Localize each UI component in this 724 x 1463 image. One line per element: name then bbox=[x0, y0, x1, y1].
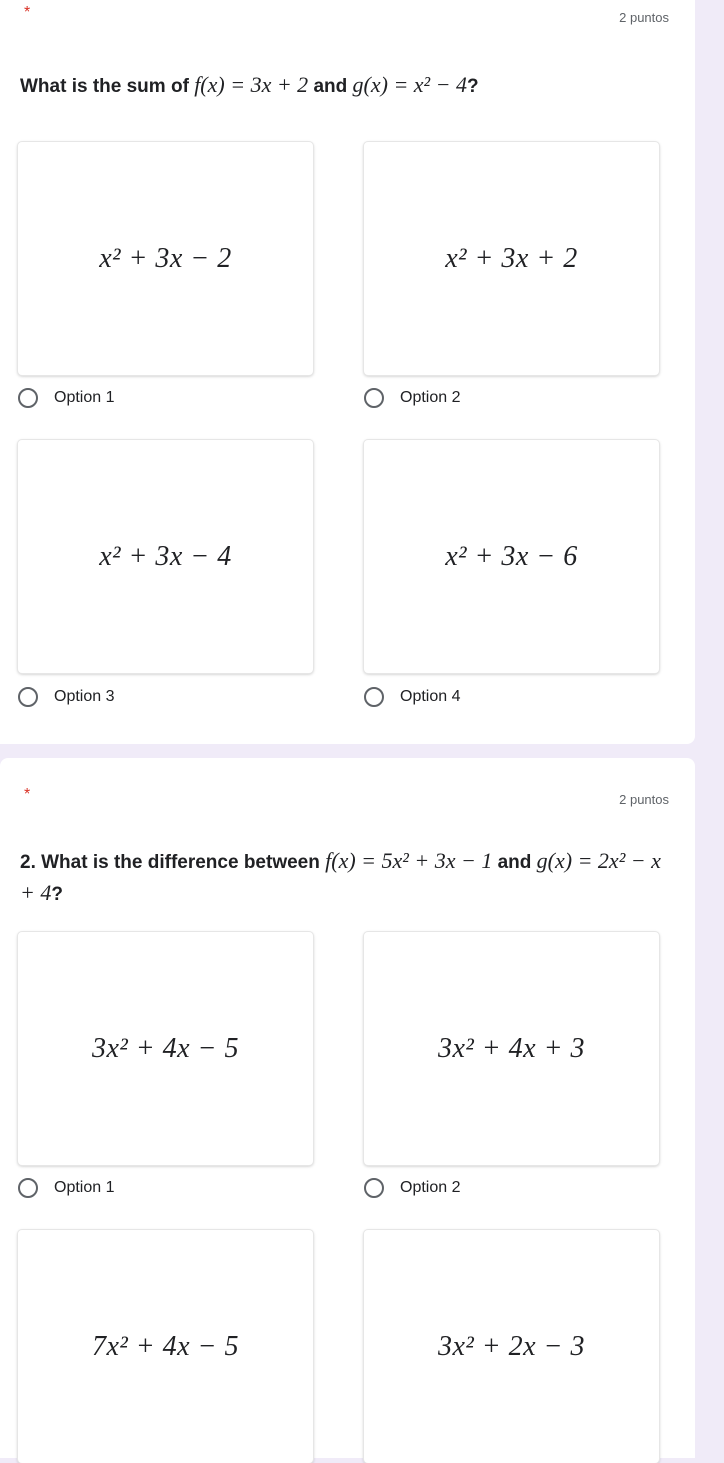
option-expression: 3x² + 4x + 3 bbox=[437, 1032, 586, 1064]
option-image-4[interactable] bbox=[364, 1230, 659, 1463]
radio-button[interactable] bbox=[18, 388, 38, 408]
points-label: 2 puntos bbox=[619, 10, 669, 25]
question-text-mid: and bbox=[308, 76, 353, 97]
option-label: Option 3 bbox=[54, 688, 115, 705]
option-label: Option 2 bbox=[400, 389, 461, 406]
radio-button[interactable] bbox=[18, 1178, 38, 1198]
question-math-g: g(x) = x² − 4 bbox=[352, 72, 467, 97]
option-expression: x² + 3x + 2 bbox=[445, 242, 578, 274]
option-2-radio-row[interactable] bbox=[364, 388, 460, 408]
radio-button[interactable] bbox=[364, 388, 384, 408]
question-title bbox=[20, 70, 670, 102]
option-expression: 3x² + 2x − 3 bbox=[437, 1330, 586, 1362]
question-text-prefix: 2. What is the difference between bbox=[20, 852, 326, 873]
option-image-1[interactable] bbox=[18, 932, 313, 1165]
points-label: 2 puntos bbox=[619, 792, 669, 807]
radio-button[interactable] bbox=[18, 687, 38, 707]
option-image-1[interactable] bbox=[18, 142, 313, 375]
option-expression: x² + 3x − 4 bbox=[99, 540, 232, 572]
option-2-radio-row[interactable] bbox=[364, 1178, 460, 1198]
question-math-f: f(x) = 3x + 2 bbox=[194, 72, 309, 97]
option-image-3[interactable] bbox=[18, 1230, 313, 1463]
option-label: Option 2 bbox=[400, 1179, 461, 1196]
question-text-suffix: ? bbox=[51, 884, 63, 905]
option-expression: x² + 3x − 2 bbox=[99, 242, 232, 274]
question-math-f: f(x) = 5x² + 3x − 1 bbox=[325, 848, 493, 873]
option-image-2[interactable] bbox=[364, 142, 659, 375]
option-image-2[interactable] bbox=[364, 932, 659, 1165]
question-card-1 bbox=[0, 0, 695, 744]
option-4-radio-row[interactable] bbox=[364, 687, 460, 707]
question-text-prefix: What is the sum of bbox=[20, 76, 195, 97]
radio-button[interactable] bbox=[364, 687, 384, 707]
question-text-suffix: ? bbox=[467, 76, 479, 97]
option-image-3[interactable] bbox=[18, 440, 313, 673]
question-title bbox=[20, 846, 670, 910]
option-expression: 3x² + 4x − 5 bbox=[91, 1032, 240, 1064]
option-1-radio-row[interactable] bbox=[18, 388, 114, 408]
option-image-4[interactable] bbox=[364, 440, 659, 673]
option-expression: 7x² + 4x − 5 bbox=[91, 1330, 240, 1362]
option-expression: x² + 3x − 6 bbox=[445, 540, 578, 572]
question-math-g: g(x) = 2x² − x + 4 bbox=[20, 848, 661, 905]
option-label: Option 1 bbox=[54, 1179, 115, 1196]
required-asterisk: * bbox=[24, 4, 31, 21]
required-asterisk: * bbox=[24, 786, 31, 803]
question-text-mid: and bbox=[492, 852, 537, 873]
radio-button[interactable] bbox=[364, 1178, 384, 1198]
option-label: Option 4 bbox=[400, 688, 461, 705]
option-1-radio-row[interactable] bbox=[18, 1178, 114, 1198]
option-3-radio-row[interactable] bbox=[18, 687, 114, 707]
option-label: Option 1 bbox=[54, 389, 115, 406]
question-card-2 bbox=[0, 758, 695, 1458]
